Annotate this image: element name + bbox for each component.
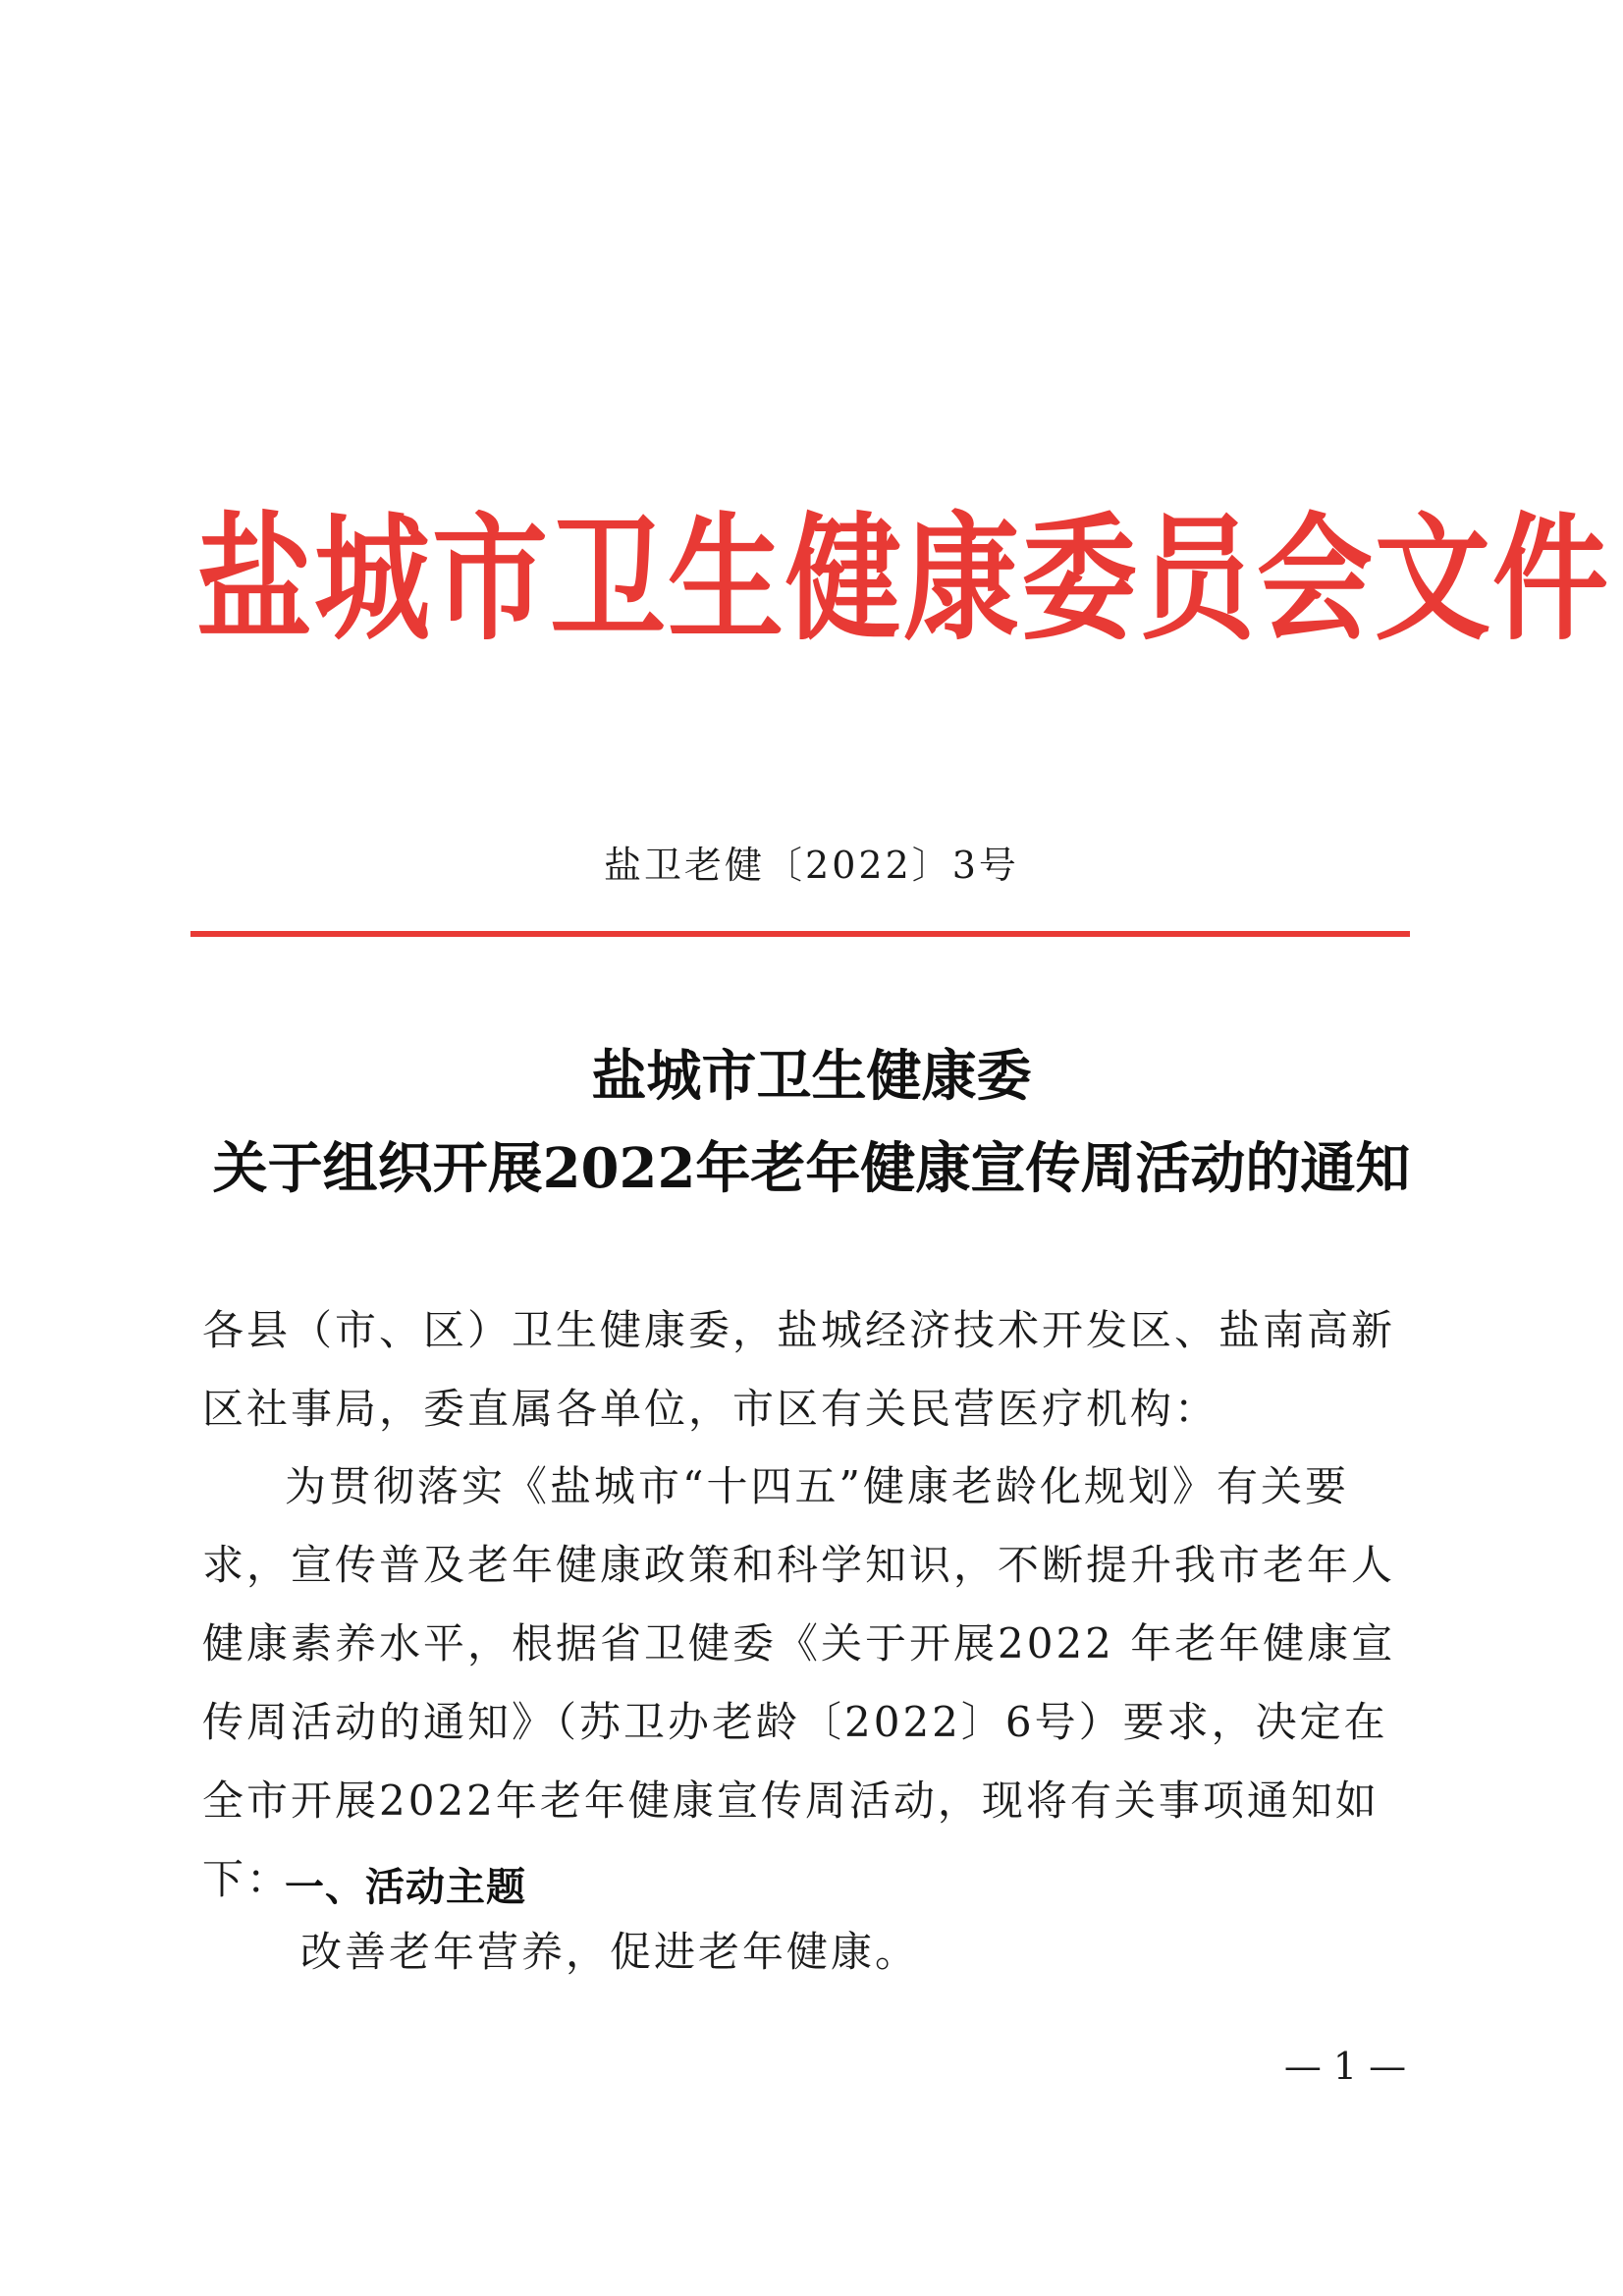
recipients-paragraph: 各县（市、区）卫生健康委，盐城经济技术开发区、盐南高新区社事局，委直属各单位，市区有关民营医疗机构：	[202, 1306, 1396, 1433]
document-number: 盐卫老健〔2022〕3号	[604, 844, 1019, 887]
notice-title-line2: 关于组织开展2022年老年健康宣传周活动的通知	[212, 1136, 1411, 1201]
section-theme-text: 改善老年营养，促进老年健康。	[300, 1928, 920, 1976]
section-heading-theme: 一、活动主题	[285, 1865, 526, 1910]
red-divider-line	[190, 931, 1410, 937]
page-number: — 1 —	[1283, 2045, 1407, 2088]
masthead-title: 盐城市卫生健康委员会文件	[196, 499, 1611, 660]
notice-title-line1: 盐城市卫生健康委	[591, 1044, 1032, 1109]
body-paragraph: 为贯彻落实《盐城市“十四五”健康老龄化规划》有关要求，宣传普及老年健康政策和科学知识，不断提升我市老年人健康素养水平，根据省卫健委《关于开展2022 年老年健康宣传周活动的通知》（苏卫办老龄〔2022〕6号）要求，决定在全市开展2022年老年健康宣传周活动，现将有关事项通知如下：	[202, 1462, 1396, 1903]
